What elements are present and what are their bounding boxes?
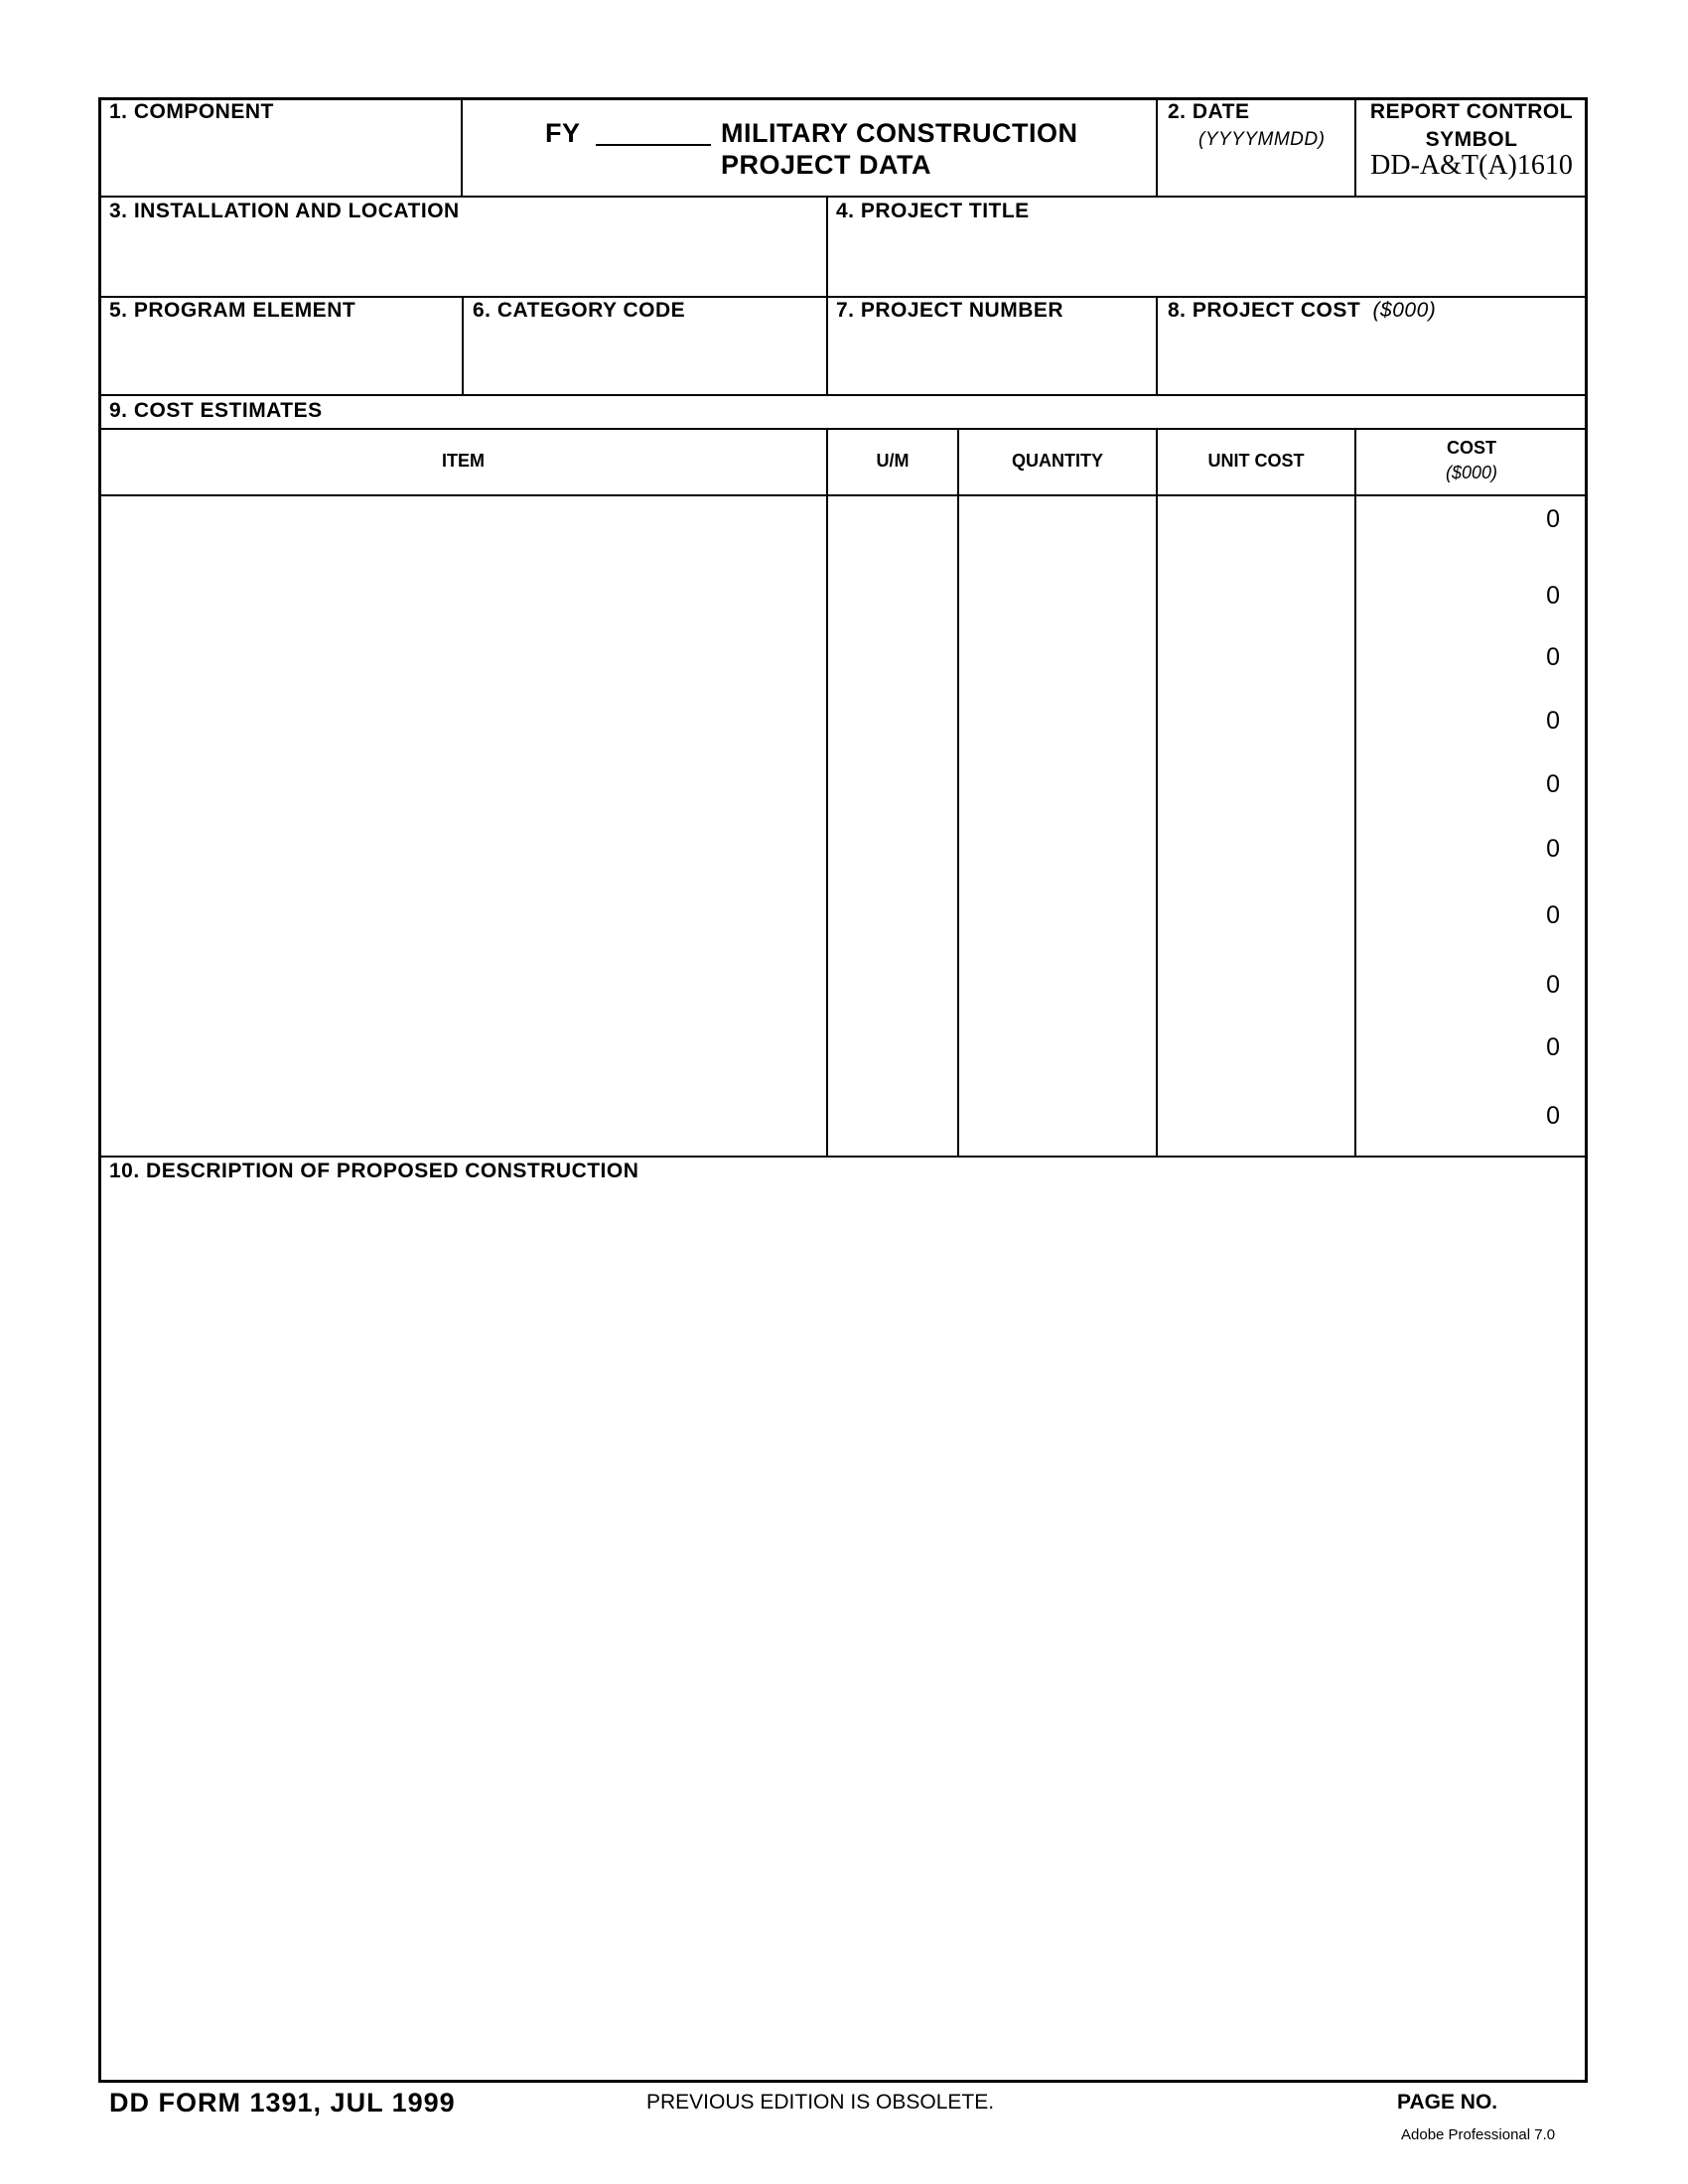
form-identifier: DD FORM 1391, JUL 1999 bbox=[109, 2088, 456, 2117]
date-format-hint: (YYYYMMDD) bbox=[1198, 129, 1326, 150]
project-cost-unit: ($000) bbox=[1372, 299, 1437, 322]
col-header-cost-unit: ($000) bbox=[1445, 463, 1498, 482]
row3-divider-b bbox=[826, 296, 828, 395]
row3-divider-a bbox=[462, 296, 464, 395]
project-cost-text: 8. PROJECT COST bbox=[1168, 299, 1361, 322]
cost-value-7[interactable]: 0 bbox=[1546, 901, 1560, 929]
program-element-label: 5. PROGRAM ELEMENT bbox=[109, 299, 356, 322]
component-label: 1. COMPONENT bbox=[109, 100, 274, 123]
cost-value-10[interactable]: 0 bbox=[1546, 1102, 1560, 1130]
software-note: Adobe Professional 7.0 bbox=[1401, 2126, 1556, 2143]
table-col-divider-quantity bbox=[1156, 428, 1158, 1157]
cost-value-3[interactable]: 0 bbox=[1546, 643, 1560, 671]
table-header-bottom-line bbox=[98, 494, 1588, 496]
row3-bottom-line bbox=[98, 394, 1588, 396]
project-number-label: 7. PROJECT NUMBER bbox=[836, 299, 1064, 322]
row2-bottom-line bbox=[98, 296, 1588, 298]
row1-bottom-line bbox=[98, 196, 1588, 198]
col-header-unit-cost: UNIT COST bbox=[1207, 451, 1305, 471]
table-col-divider-item bbox=[826, 428, 828, 1157]
cost-value-5[interactable]: 0 bbox=[1546, 770, 1560, 798]
cost-value-1[interactable]: 0 bbox=[1546, 505, 1560, 533]
obsolete-notice: PREVIOUS EDITION IS OBSOLETE. bbox=[646, 2091, 995, 2114]
report-control-label: REPORT CONTROL bbox=[1369, 100, 1574, 123]
report-control-label-2: SYMBOL bbox=[1425, 128, 1518, 151]
cost-value-8[interactable]: 0 bbox=[1546, 971, 1560, 999]
col-header-quantity: QUANTITY bbox=[1012, 451, 1103, 471]
table-bottom-line bbox=[98, 1156, 1588, 1158]
col-header-um: U/M bbox=[876, 451, 910, 471]
fy-input-line[interactable] bbox=[596, 144, 711, 146]
cost-value-4[interactable]: 0 bbox=[1546, 707, 1560, 735]
cost-estimates-label: 9. COST ESTIMATES bbox=[109, 399, 323, 422]
project-title-label: 4. PROJECT TITLE bbox=[836, 200, 1030, 222]
table-col-divider-um bbox=[957, 428, 959, 1157]
row1-divider-b bbox=[1156, 97, 1158, 197]
cost-value-6[interactable]: 0 bbox=[1546, 835, 1560, 863]
category-code-label: 6. CATEGORY CODE bbox=[473, 299, 686, 322]
col-header-item: ITEM bbox=[442, 451, 485, 471]
row1-divider-a bbox=[461, 97, 463, 197]
date-label: 2. DATE bbox=[1168, 100, 1250, 123]
cost-value-9[interactable]: 0 bbox=[1546, 1033, 1560, 1061]
row2-divider bbox=[826, 197, 828, 296]
form-title-line1: MILITARY CONSTRUCTION bbox=[721, 118, 1078, 148]
description-label: 10. DESCRIPTION OF PROPOSED CONSTRUCTION bbox=[109, 1160, 639, 1182]
col-header-cost: COST bbox=[1446, 438, 1496, 458]
table-col-divider-unitcost bbox=[1354, 428, 1356, 1157]
page-number-label: PAGE NO. bbox=[1397, 2091, 1498, 2114]
row3-divider-c bbox=[1156, 296, 1158, 395]
installation-location-label: 3. INSTALLATION AND LOCATION bbox=[109, 200, 460, 222]
form-title-line2: PROJECT DATA bbox=[721, 150, 932, 180]
section9-bottom-line bbox=[98, 428, 1588, 430]
fy-label: FY bbox=[545, 118, 581, 148]
project-cost-label bbox=[1168, 299, 1436, 323]
cost-value-2[interactable]: 0 bbox=[1546, 582, 1560, 610]
report-control-symbol: DD-A&T(A)1610 bbox=[1370, 150, 1573, 181]
